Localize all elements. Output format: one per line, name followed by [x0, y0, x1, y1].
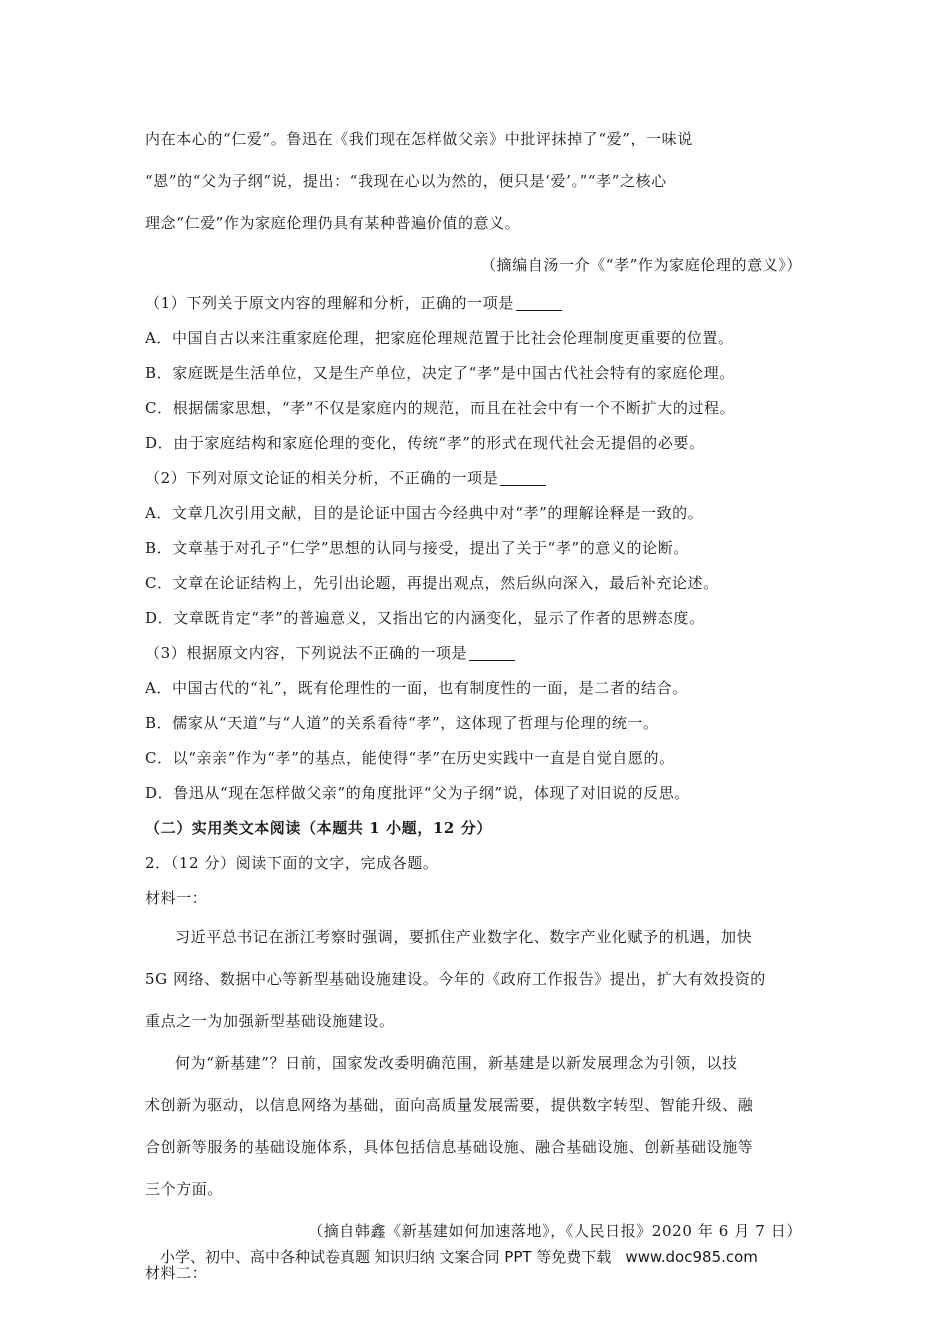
question-stem: （1）下列关于原文内容的理解和分析，正确的一项是 [145, 286, 810, 321]
answer-blank [516, 295, 562, 311]
question-2-intro: 2．（12 分）阅读下面的文字，完成各题。 [145, 854, 439, 872]
footer-text: 小学、初中、高中各种试卷真题 知识归纳 文案合同 PPT 等免费下载 [160, 1248, 612, 1266]
option-a: A．中国自古以来注重家庭伦理，把家庭伦理规范置于比社会伦理制度更重要的位置。 [145, 329, 734, 347]
material-2-label: 材料二： [145, 1264, 208, 1282]
option-a: A．文章几次引用文献，目的是论证中国古今经典中对“孝”的理解诠释是一致的。 [145, 504, 704, 522]
question-block-2 [145, 461, 810, 636]
question-block-3 [145, 636, 810, 916]
passage-line: 内在本心的“仁爱”。鲁迅在《我们现在怎样做父亲》中批评抹掉了“爱”，一味说 [145, 130, 693, 148]
question-stem: （2）下列对原文论证的相关分析，不正确的一项是 [145, 461, 810, 496]
section-heading: （二）实用类文本阅读（本题共 1 小题，12 分） [145, 819, 492, 837]
passage-ending [145, 118, 810, 286]
material-1-source: （摘自韩鑫《新基建如何加速落地》，《人民日报》2020 年 6 月 7 日） [308, 1222, 802, 1240]
material-line: 合创新等服务的基础设施体系，具体包括信息基础设施、融合基础设施、创新基础设施等 [145, 1138, 754, 1156]
material-line: 重点之一为加强新型基础设施建设。 [145, 1012, 395, 1030]
material-line: 习近平总书记在浙江考察时强调，要抓住产业数字化、数字产业化赋予的机遇，加快 [175, 928, 753, 946]
answer-blank [500, 470, 546, 486]
question-block-1 [145, 286, 810, 461]
material-line: 三个方面。 [145, 1180, 224, 1198]
option-d: D．由于家庭结构和家庭伦理的变化，传统“孝”的形式在现代社会无提倡的必要。 [145, 434, 705, 452]
passage-line: 理念“仁爱”作为家庭伦理仍具有某种普遍价值的意义。 [145, 214, 521, 232]
page-footer [160, 1246, 758, 1267]
passage-line: “恩”的“父为子纲”说，提出：“我现在心以为然的，便只是‘爱’。”“孝”之核心 [145, 172, 667, 190]
material-line: 5G 网络、数据中心等新型基础设施建设。今年的《政府工作报告》提出，扩大有效投资的 [145, 970, 766, 988]
option-c: C．以“亲亲”作为“孝”的基点，能使得“孝”在历史实践中一直是自觉自愿的。 [145, 749, 675, 767]
option-b: B．儒家从“天道”与“人道”的关系看待“孝”，这体现了哲理与伦理的统一。 [145, 714, 659, 732]
material-line: 何为“新基建”？日前，国家发改委明确范围，新基建是以新发展理念为引领，以技 [175, 1054, 738, 1072]
footer-url[interactable]: www.doc985.com [625, 1248, 758, 1266]
option-c: C．文章在论证结构上，先引出论题，再提出观点，然后纵向深入，最后补充论述。 [145, 574, 719, 592]
answer-blank [469, 645, 515, 661]
option-b: B．文章基于对孔子“仁学”思想的认同与接受，提出了关于“孝”的意义的论断。 [145, 539, 689, 557]
material-1-label: 材料一： [145, 889, 208, 907]
passage-source: （摘编自汤一介《“孝”作为家庭伦理的意义》） [480, 256, 802, 274]
material-line: 术创新为驱动，以信息网络为基础，面向高质量发展需要，提供数字转型、智能升级、融 [145, 1096, 754, 1114]
option-a: A．中国古代的“礼”，既有伦理性的一面，也有制度性的一面，是二者的结合。 [145, 679, 688, 697]
page-content [145, 118, 810, 1294]
material-1-body [145, 916, 810, 1294]
option-d: D．鲁迅从“现在怎样做父亲”的角度批评“父为子纲”说，体现了对旧说的反思。 [145, 784, 690, 802]
question-stem: （3）根据原文内容，下列说法不正确的一项是 [145, 636, 810, 671]
option-d: D．文章既肯定“孝”的普遍意义，又指出它的内涵变化，显示了作者的思辨态度。 [145, 609, 705, 627]
option-b: B．家庭既是生活单位，又是生产单位，决定了“孝”是中国古代社会特有的家庭伦理。 [145, 364, 735, 382]
option-c: C．根据儒家思想，“孝”不仅是家庭内的规范，而且在社会中有一个不断扩大的过程。 [145, 399, 736, 417]
